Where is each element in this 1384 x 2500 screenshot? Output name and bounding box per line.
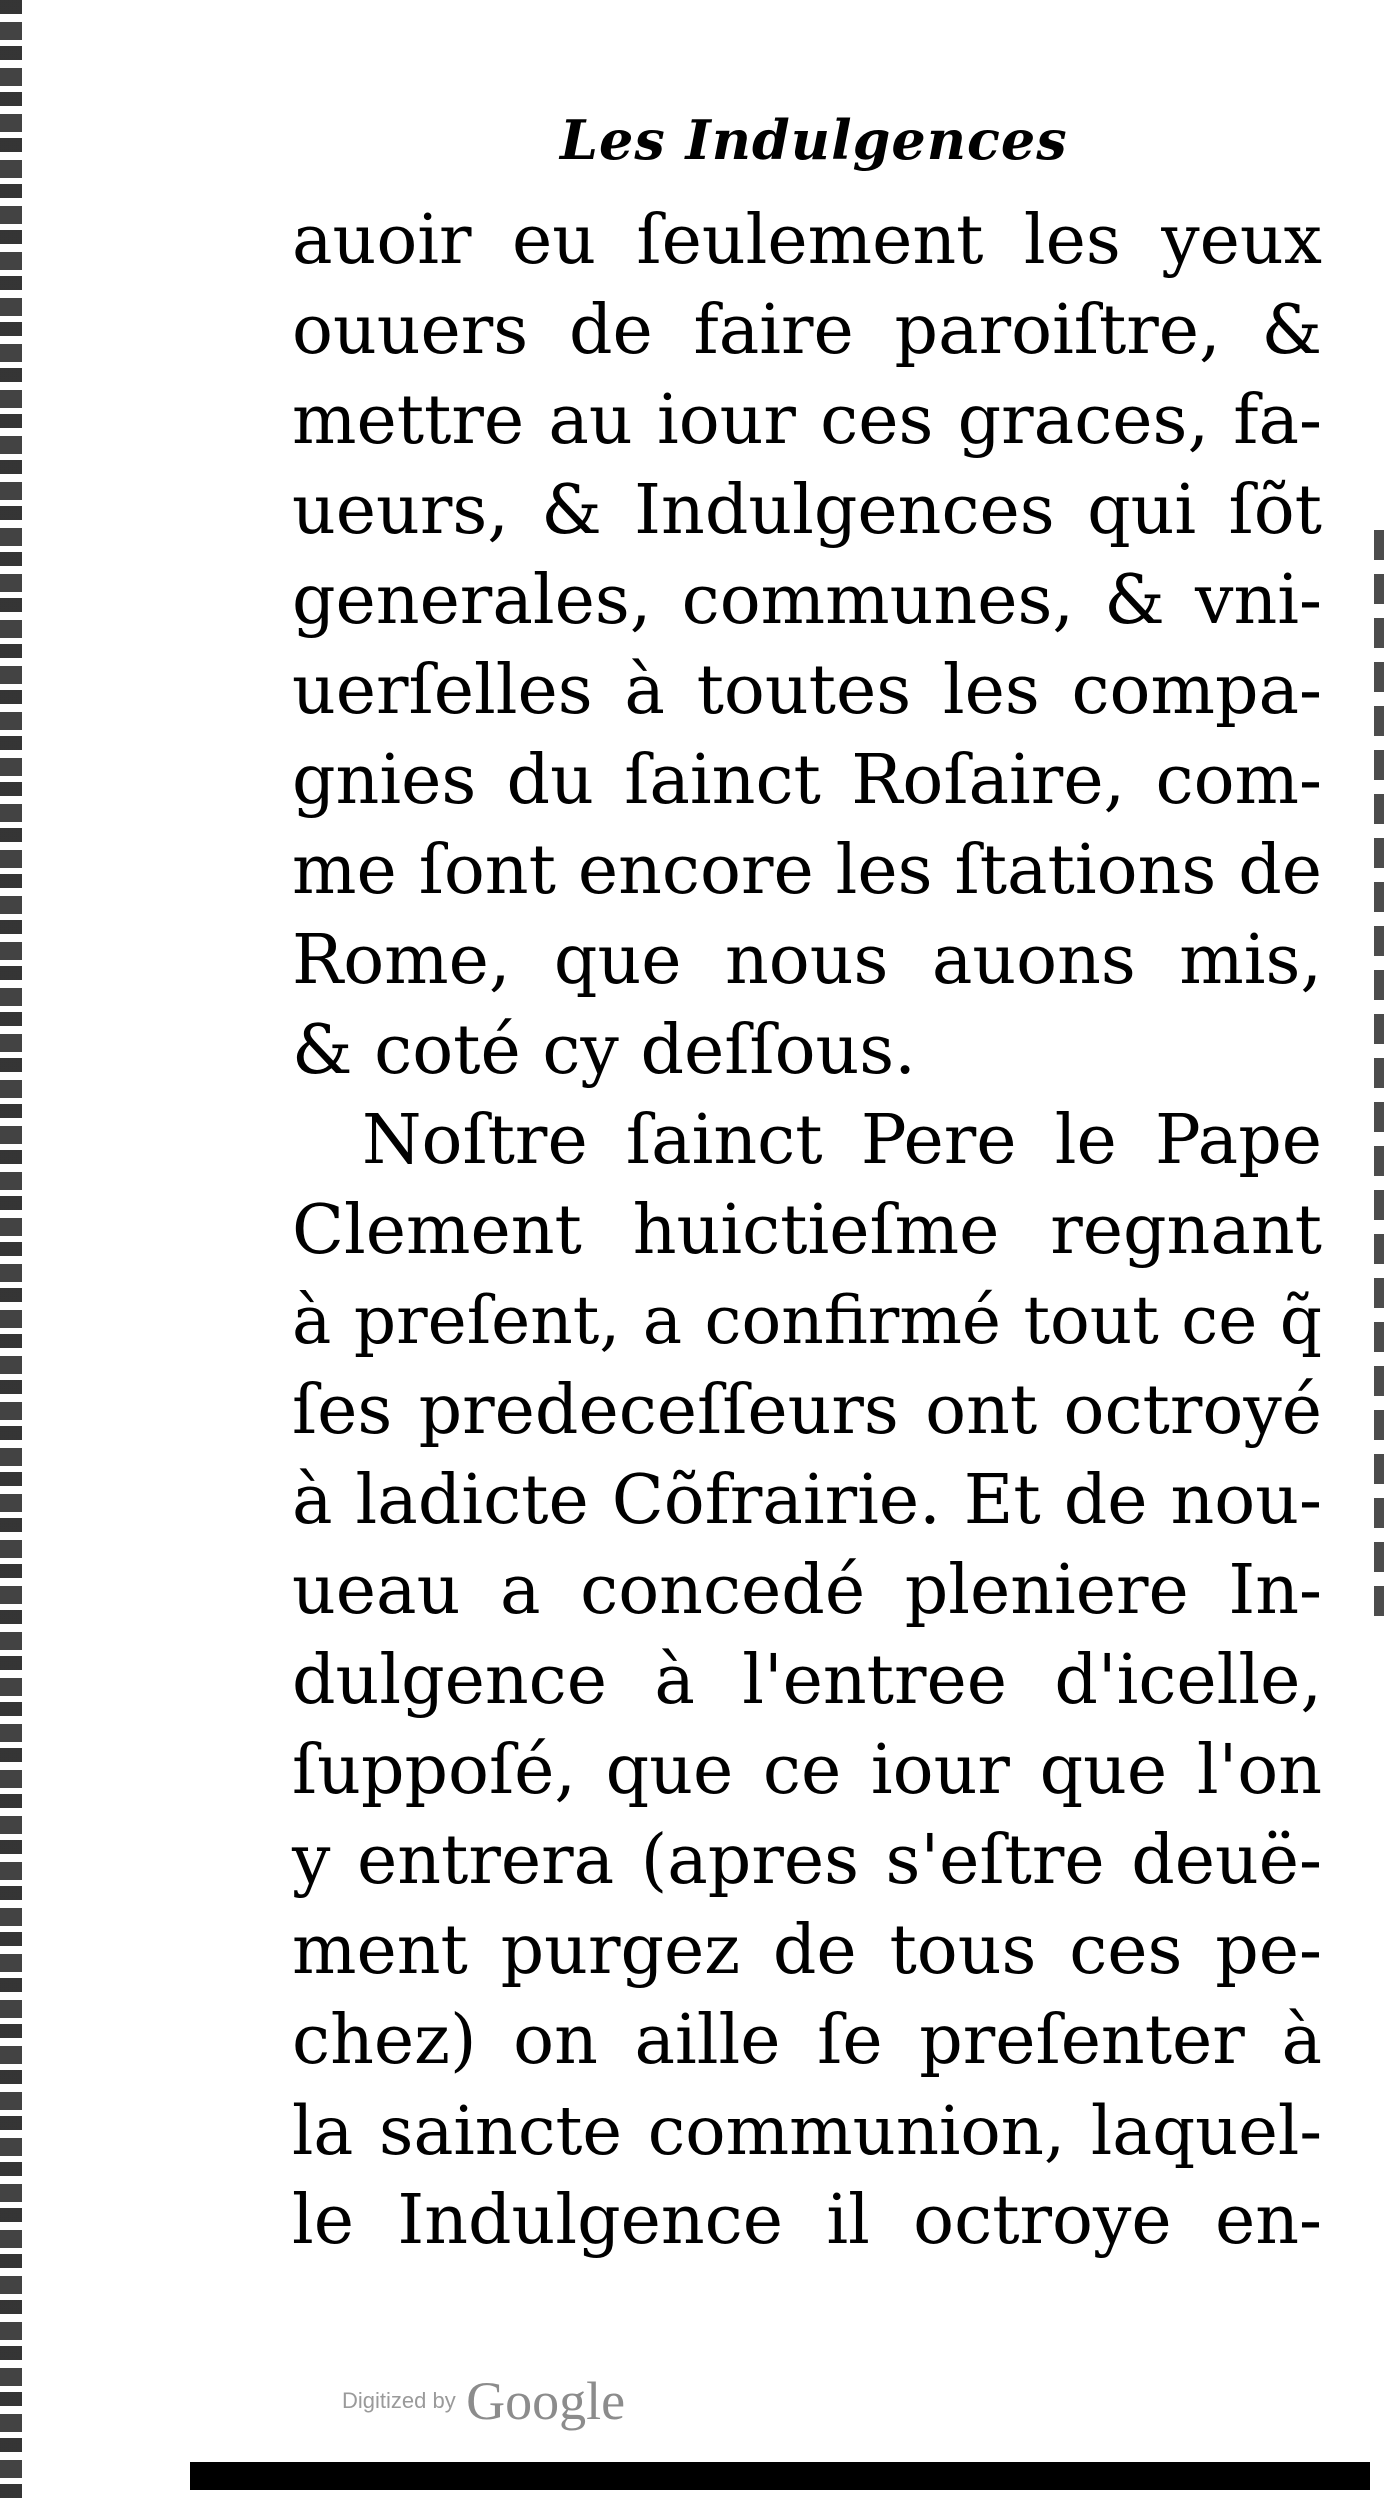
text-line: generales, communes, & vni- <box>292 561 1322 640</box>
text-line: à preſent, a confirmé tout ce q̃ <box>292 1282 1322 1359</box>
text-line: ſes predeceſſeurs ont octroyé <box>292 1371 1322 1450</box>
text-line: ment purgez de tous ces pe- <box>292 1911 1322 1990</box>
text-line: Rome, que nous auons mis, <box>292 921 1322 1000</box>
page-edge-left <box>0 0 22 2500</box>
text-line: y entrera (apres s'eſtre deuë- <box>292 1821 1322 1900</box>
text-line: me ſont encore les ſtations de <box>292 831 1322 910</box>
text-line: auoir eu ſeulement les yeux <box>292 201 1322 280</box>
digitized-watermark <box>342 2370 625 2432</box>
page-edge-right <box>1374 530 1384 1630</box>
text-line: ueau a concedé pleniere In- <box>292 1551 1322 1630</box>
text-line: la saincte communion, laquel- <box>292 2092 1322 2170</box>
text-line: gnies du ſainct Roſaire, com- <box>292 741 1322 820</box>
text-line: uerſelles à toutes les compa- <box>292 651 1322 730</box>
body-text <box>292 196 1322 2266</box>
running-head: Les Indulgences <box>560 108 1068 172</box>
text-line: le Indulgence il octroye en- <box>292 2181 1322 2260</box>
text-line: & coté cy deſſous. <box>292 1011 916 1090</box>
text-line: dulgence à l'entree d'icelle, <box>292 1641 1322 1720</box>
digitized-prefix: Digitized by <box>342 2388 456 2413</box>
text-line: ueurs, & Indulgences qui ſõt <box>292 471 1322 550</box>
text-line: ouuers de faire paroiſtre, & <box>292 291 1322 370</box>
text-line: chez) on aille ſe preſenter à <box>292 2001 1322 2080</box>
text-line: mettre au iour ces graces, fa- <box>292 381 1322 460</box>
text-line: à ladicte Cõfrairie. Et de nou- <box>292 1461 1322 1540</box>
scan-bottom-edge <box>190 2462 1370 2490</box>
text-line: Clement huictieſme regnant <box>292 1191 1322 1270</box>
text-line: Noſtre ſainct Pere le Pape <box>362 1101 1322 1180</box>
google-logo: Google <box>466 2371 626 2431</box>
text-line: ſuppoſé, que ce iour que l'on <box>292 1731 1322 1810</box>
